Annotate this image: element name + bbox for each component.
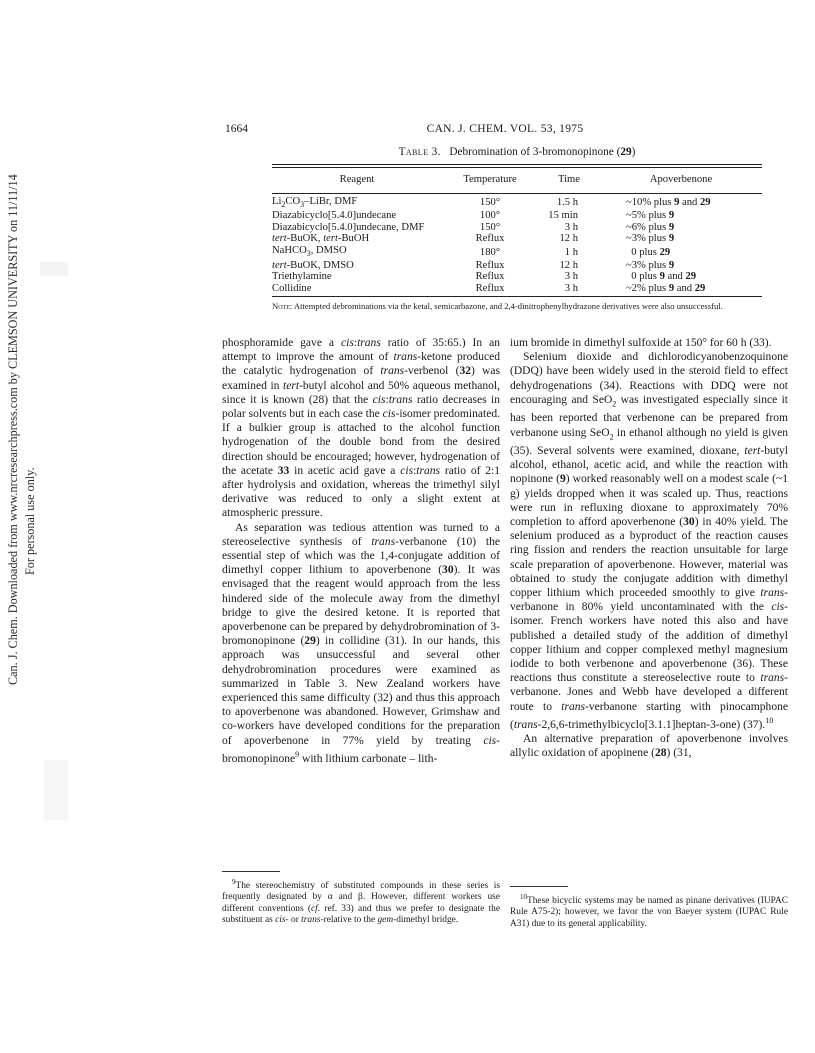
temperature-cell: Reflux	[475, 233, 505, 245]
table-row	[272, 233, 762, 245]
reagent-cell: $Li_2CO_3$–LiBr, DMF	[272, 195, 358, 209]
paragraph: phosphoramide gave a cis:trans ratio of 35:65.) In an attempt to improve the amount of trans-ketone produced the catalytic hydrogenation of trans-verbenol (32) was examined in tert-butyl alcohol and 50% aqueous methanol, since it is known (28) that the cis:trans ratio decreases in polar solvents but in each case the cis-isomer predominated. If a bulkier group is attached to the alcohol function hydrogenation of the double bond from the desired direction should be encouraged; however, hydrogenation of the acetate 33 in acetic acid gave a cis:trans ratio of 2:1 after hydrolysis and oxidation, whereas the trimethyl silyl derivative was reduced to only a slight extent at atmospheric pressure.	[222, 337, 501, 520]
table-row	[272, 245, 762, 260]
apoverbenone-cell: 0 plus 29	[626, 246, 671, 258]
table-note-text: Attempted debrominations via the ketal, semicarbazone, and 2,4-dinitrophenylhydrazone derivatives were also unsuccessful.	[293, 301, 723, 311]
time-cell: 3 h	[564, 282, 578, 294]
temperature-cell: Reflux	[475, 259, 505, 271]
paragraph: Selenium dioxide and dichlorodicyanobenzoquinone (DDQ) have been widely used in the steroid field to effect dehydrogenations (34). Reactions with DDQ were not encouraging and SeO$_2$ was investigated especially since it has been reported that verbenone can be prepared from verbanone using SeO$_2$ in ethanol although no yield is given (35). Several solvents were examined, dioxane, tert-butyl alcohol, ethanol, acetic acid, and while the reaction with nopinone (9) worked reasonably well on a modest scale (~1 g) yields dropped when it was scaled up. Thus, reactions were run in refluxing dioxane to approximately 70% completion to afford apoverbenone (30) in 40% yield. The selenium produced as a byproduct of the reaction causes ring fission and renders the reaction unsuitable for large scale preparation of apoverbenone. However, material was obtained to study the conjugate addition with dimethyl copper lithium which proceeded smoothly to give trans-verbanone in 80% yield uncontaminated with the cis-isomer. French workers have noted this also and have published a detailed study of the addition of dimethyl copper lithium and copper complexed methyl magnesium iodide to both verbenone and apoverbenone (36). These reactions thus constitute a stereoselective route to trans-verbanone. Jones and Webb have developed a different route to trans-verbanone starting with pinocamphone (trans-2,6,6-trimethylbicyclo[3.1.1]heptan-3-one) (37).$^{10}$	[510, 351, 788, 731]
table-top-rule-2	[272, 167, 762, 168]
temperature-cell: 150°	[479, 221, 501, 233]
temperature-cell: 100°	[479, 210, 501, 222]
page-number: 1664	[225, 123, 248, 135]
body-column-left	[222, 336, 500, 766]
table-label: Table 3.	[398, 146, 441, 158]
reagent-cell: Diazabicyclo[5.4.0]undecane, DMF	[272, 221, 425, 233]
debromination-table	[272, 174, 762, 295]
table-row	[272, 283, 762, 295]
time-cell: 12 h	[559, 259, 578, 271]
time-cell: 3 h	[564, 271, 578, 283]
footnote-rule-left	[222, 871, 280, 872]
footnote-rule-right	[510, 886, 568, 887]
reagent-cell: tert-BuOK, DMSO	[272, 259, 354, 271]
paragraph: ium bromide in dimethyl sulfoxide at 150° for 60 h (33).	[510, 337, 772, 349]
table-note	[272, 302, 762, 311]
journal-header: CAN. J. CHEM. VOL. 53, 1975	[426, 123, 584, 135]
column-header-reagent: Reagent	[339, 174, 375, 185]
table-row	[272, 191, 762, 211]
scan-noise	[40, 262, 68, 276]
reagent-cell: Diazabicyclo[5.4.0]undecane	[272, 210, 397, 222]
temperature-cell: 180°	[479, 246, 501, 258]
column-header-temperature: Temperature	[463, 174, 517, 185]
reagent-cell: NaHCO$_3$, DMSO	[272, 245, 347, 259]
table-bottom-rule	[272, 296, 762, 297]
temperature-cell: 150°	[479, 197, 501, 209]
time-cell: 15 min	[548, 210, 578, 222]
time-cell: 12 h	[559, 233, 578, 245]
time-cell: 1 h	[564, 246, 578, 258]
body-column-right	[510, 336, 788, 760]
time-cell: 3 h	[564, 221, 578, 233]
download-watermark	[2, 174, 37, 685]
table-note-label: Note:	[272, 301, 293, 311]
apoverbenone-cell: ~5% plus 9	[626, 210, 675, 222]
footnote-9: $^9$The stereochemistry of substituted compounds in these series is frequently designated by α and β. However, different workers use different conventions (cf. ref. 33) and thus we prefer to designate the substituent as cis- or trans-relative to the gem-dimethyl bridge.	[222, 878, 500, 925]
table-caption	[272, 146, 762, 158]
watermark-line-1: Can. J. Chem. Downloaded from www.nrcresearchpress.com by CLEMSON UNIVERSITY on 11/11/14	[6, 174, 20, 685]
table-title: Debromination of 3-bromonopinone (29)	[449, 146, 636, 158]
temperature-cell: Reflux	[475, 271, 505, 283]
running-header	[225, 123, 785, 139]
reagent-cell: Triethylamine	[272, 271, 332, 283]
table-row	[272, 260, 762, 272]
column-header-time: Time	[558, 174, 580, 185]
temperature-cell: Reflux	[475, 282, 505, 294]
paragraph: As separation was tedious attention was turned to a stereoselective synthesis of trans-verbanone (10) the essential step of which was the 1,4-conjugate addition of dimethyl copper lithium to apoverbenone (30). It was envisaged that the reagent would approach from the less hindered side of the molecule away from the dimethyl bridge to give the desired ketone. It is reported that apoverbenone can be prepared by dehydrobromination of 3-bromonopinone (29) in collidine (31). In our hands, this approach was unsuccessful and several other dehydrobromination procedures were examined as summarized in Table 3. New Zealand workers have experienced this same difficulty (32) and thus this approach to apoverbenone was abandoned. However, Grimshaw and co-workers have developed conditions for the preparation of apoverbenone in 77% yield by treating cis-bromonopinone$^9$ with lithium carbonate – lith-	[222, 521, 500, 765]
apoverbenone-cell: ~6% plus 9	[626, 221, 675, 233]
table-row	[272, 210, 762, 222]
apoverbenone-cell: ~3% plus 9	[626, 233, 675, 245]
table-top-rule	[272, 164, 762, 165]
table-row	[272, 222, 762, 234]
footnote-10: $^{10}$These bicyclic systems may be named as pinane derivatives (IUPAC Rule A75-2); however, we favor the von Baeyer system (IUPAC Rule A31) due to its general applicability.	[510, 893, 788, 929]
table-row	[272, 271, 762, 283]
apoverbenone-cell: ~10% plus 9 and 29	[626, 197, 711, 209]
scan-noise	[44, 760, 68, 820]
table-header-row	[272, 174, 762, 191]
reagent-cell: Collidine	[272, 282, 312, 294]
apoverbenone-cell: ~3% plus 9	[626, 259, 675, 271]
time-cell: 1.5 h	[556, 197, 578, 209]
watermark-line-2: For personal use only.	[23, 467, 37, 575]
paragraph: An alternative preparation of apoverbenone involves allylic oxidation of apopinene (28) (31,	[510, 732, 788, 760]
apoverbenone-cell: ~2% plus 9 and 29	[626, 282, 706, 294]
reagent-cell: tert-BuOK, tert-BuOH	[272, 233, 370, 245]
column-header-apoverbenone: Apoverbenone	[649, 174, 713, 185]
apoverbenone-cell: 0 plus 9 and 29	[626, 271, 697, 283]
